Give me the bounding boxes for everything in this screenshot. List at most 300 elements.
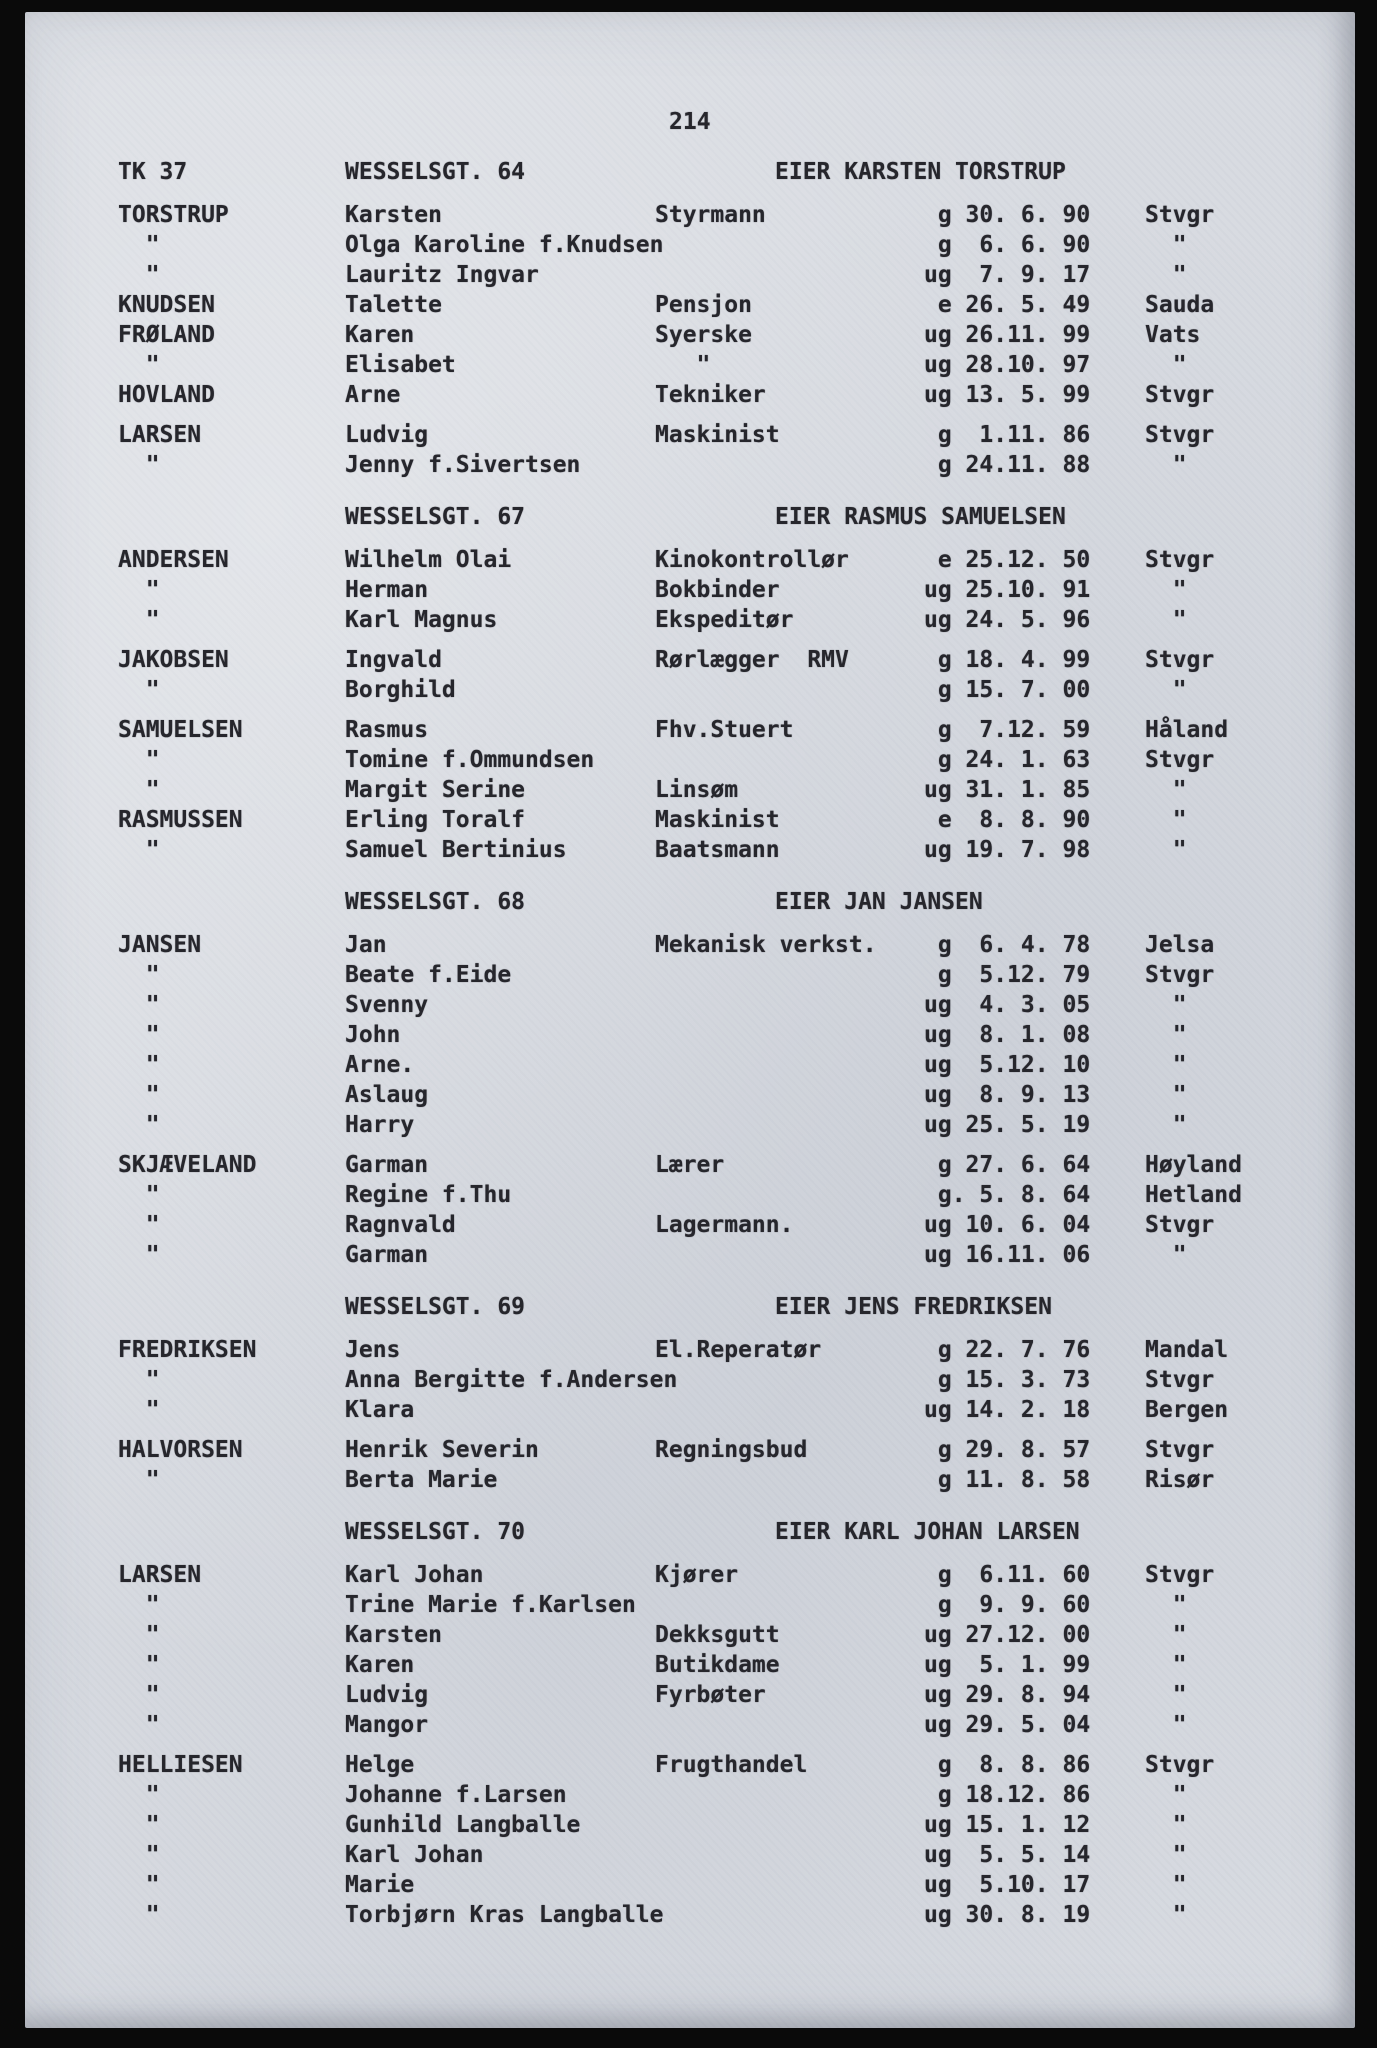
status-date-cell: g 6. 6. 90	[924, 232, 1091, 258]
register-row	[118, 775, 1355, 805]
occupation-cell	[655, 450, 924, 480]
status-date-cell: ug 5.10. 17	[924, 1872, 1091, 1898]
surname-cell: "	[118, 232, 160, 258]
surname-cell: "	[118, 352, 160, 378]
surname-cell: "	[118, 262, 160, 288]
given-name-cell: Talette	[345, 292, 442, 318]
status-date-cell: e 25.12. 50	[924, 547, 1091, 573]
birthplace-cell: "	[1145, 232, 1187, 258]
surname-cell: "	[118, 1052, 160, 1078]
occupation-cell	[655, 1710, 924, 1740]
given-name-cell: Samuel Bertinius	[345, 837, 567, 863]
surname-cell: "	[118, 577, 160, 603]
occupation-cell: Rørlægger RMV	[655, 647, 849, 673]
birthplace-cell: Stvgr	[1145, 382, 1215, 408]
birthplace-cell: Stvgr	[1145, 547, 1215, 573]
occupation-cell: Baatsmann	[655, 837, 780, 863]
block-label	[118, 887, 345, 917]
status-date-cell: ug 19. 7. 98	[924, 837, 1091, 863]
birthplace-cell: "	[1145, 1112, 1187, 1138]
occupation-cell	[655, 745, 924, 775]
occupation-cell: Frugthandel	[655, 1752, 808, 1778]
surname-cell: "	[118, 1467, 160, 1493]
section-header	[118, 1517, 1355, 1547]
register-row	[118, 575, 1355, 605]
given-name-cell: Ludvig	[345, 1682, 429, 1708]
surname-cell: "	[118, 1022, 160, 1048]
status-date-cell: ug 25.10. 91	[924, 577, 1091, 603]
register-row	[118, 1840, 1355, 1870]
register-row	[118, 745, 1355, 775]
register-row	[118, 715, 1355, 745]
occupation-cell: Fyrbøter	[655, 1682, 766, 1708]
occupation-cell	[655, 260, 924, 290]
status-date-cell: ug 8. 1. 08	[924, 1022, 1091, 1048]
surname-cell: "	[118, 1872, 160, 1898]
status-date-cell: g 18. 4. 99	[924, 647, 1091, 673]
surname-cell: "	[118, 452, 160, 478]
status-date-cell: ug 5.12. 10	[924, 1052, 1091, 1078]
given-name-cell: Regine f.Thu	[345, 1182, 512, 1208]
status-date-cell: ug 16.11. 06	[924, 1242, 1091, 1268]
birthplace-cell: "	[1145, 1872, 1187, 1898]
surname-cell: RASMUSSEN	[118, 807, 243, 833]
register-row	[118, 605, 1355, 635]
surname-cell: "	[118, 747, 160, 773]
status-date-cell: ug 25. 5. 19	[924, 1112, 1091, 1138]
given-name-cell: Trine Marie f.Karlsen	[345, 1592, 636, 1618]
status-date-cell: g 5.12. 79	[924, 962, 1091, 988]
register-row	[118, 1020, 1355, 1050]
status-date-cell: g 6. 4. 78	[924, 932, 1091, 958]
given-name-cell: Anna Bergitte f.Andersen	[345, 1367, 678, 1393]
given-name-cell: Klara	[345, 1397, 415, 1423]
register-row	[118, 420, 1355, 450]
block-label: TK 37	[118, 159, 188, 185]
given-name-cell: Borghild	[345, 677, 456, 703]
given-name-cell: Elisabet	[345, 352, 456, 378]
surname-cell: SKJÆVELAND	[118, 1152, 257, 1178]
section-header	[118, 502, 1355, 532]
surname-cell: "	[118, 962, 160, 988]
birthplace-cell: Stvgr	[1145, 422, 1215, 448]
birthplace-cell: "	[1145, 1712, 1187, 1738]
birthplace-cell: "	[1145, 1022, 1187, 1048]
surname-cell: FRØLAND	[118, 322, 215, 348]
register-row	[118, 1710, 1355, 1740]
given-name-cell: Arne.	[345, 1052, 415, 1078]
birthplace-cell: Risør	[1145, 1467, 1215, 1493]
surname-cell: HOVLAND	[118, 382, 215, 408]
given-name-cell: Karl Johan	[345, 1842, 484, 1868]
status-date-cell: ug 30. 8. 19	[924, 1902, 1091, 1928]
register-row	[118, 1050, 1355, 1080]
street-header: WESSELSGT. 68	[345, 889, 526, 915]
birthplace-cell: Håland	[1145, 717, 1229, 743]
birthplace-cell: Stvgr	[1145, 647, 1215, 673]
register-row	[118, 1900, 1355, 1930]
occupation-cell: Styrmann	[655, 202, 766, 228]
surname-cell: "	[118, 1842, 160, 1868]
birthplace-cell: "	[1145, 677, 1187, 703]
street-header: WESSELSGT. 64	[345, 159, 526, 185]
surname-cell: "	[118, 1592, 160, 1618]
surname-cell: "	[118, 1367, 160, 1393]
birthplace-cell: Stvgr	[1145, 1437, 1215, 1463]
occupation-cell	[655, 1465, 924, 1495]
register-row	[118, 200, 1355, 230]
given-name-cell: Ludvig	[345, 422, 429, 448]
status-date-cell: ug 5. 1. 99	[924, 1652, 1091, 1678]
register-row	[118, 960, 1355, 990]
birthplace-cell: "	[1145, 1052, 1187, 1078]
surname-cell: "	[118, 1902, 160, 1928]
register-row	[118, 230, 1355, 260]
occupation-cell: Maskinist	[655, 422, 780, 448]
register-row	[118, 380, 1355, 410]
given-name-cell: Erling Toralf	[345, 807, 526, 833]
birthplace-cell: "	[1145, 452, 1187, 478]
given-name-cell: Rasmus	[345, 717, 429, 743]
status-date-cell: g 6.11. 60	[924, 1562, 1091, 1588]
register-row	[118, 1780, 1355, 1810]
register-row	[118, 1335, 1355, 1365]
register-row	[118, 1110, 1355, 1140]
surname-cell: "	[118, 1812, 160, 1838]
register-row	[118, 835, 1355, 865]
birthplace-cell: Vats	[1145, 322, 1201, 348]
occupation-cell	[655, 960, 924, 990]
register-row	[118, 290, 1355, 320]
birthplace-cell: "	[1145, 1592, 1187, 1618]
occupation-cell: El.Reperatør	[655, 1337, 822, 1363]
given-name-cell: Karl Magnus	[345, 607, 498, 633]
given-name-cell: Karen	[345, 1652, 415, 1678]
occupation-cell	[655, 1110, 924, 1140]
surname-cell: "	[118, 1682, 160, 1708]
birthplace-cell: "	[1145, 352, 1187, 378]
status-date-cell: ug 4. 3. 05	[924, 992, 1091, 1018]
register-row	[118, 675, 1355, 705]
status-date-cell: g 24.11. 88	[924, 452, 1091, 478]
register-row	[118, 1590, 1355, 1620]
occupation-cell: Maskinist	[655, 807, 780, 833]
page-number: 214	[669, 109, 711, 135]
status-date-cell: g 27. 6. 64	[924, 1152, 1091, 1178]
occupation-cell	[655, 1020, 924, 1050]
birthplace-cell: "	[1145, 1842, 1187, 1868]
surname-cell: "	[118, 837, 160, 863]
occupation-cell	[655, 1900, 924, 1930]
owner-header: EIER JENS FREDRIKSEN	[775, 1294, 1052, 1320]
status-date-cell: e 26. 5. 49	[924, 292, 1091, 318]
birthplace-cell: "	[1145, 1082, 1187, 1108]
given-name-cell: Gunhild Langballe	[345, 1812, 581, 1838]
status-date-cell: ug 14. 2. 18	[924, 1397, 1091, 1423]
occupation-cell	[655, 1870, 924, 1900]
surname-cell: KNUDSEN	[118, 292, 215, 318]
surname-cell: LARSEN	[118, 422, 202, 448]
given-name-cell: Ingvald	[345, 647, 442, 673]
status-date-cell: ug 13. 5. 99	[924, 382, 1091, 408]
register-row	[118, 260, 1355, 290]
given-name-cell: Karsten	[345, 202, 442, 228]
register-row	[118, 1680, 1355, 1710]
surname-cell: "	[118, 1652, 160, 1678]
status-date-cell: ug 29. 8. 94	[924, 1682, 1091, 1708]
street-header: WESSELSGT. 70	[345, 1519, 526, 1545]
given-name-cell: Herman	[345, 577, 429, 603]
surname-cell: "	[118, 607, 160, 633]
status-date-cell: ug 29. 5. 04	[924, 1712, 1091, 1738]
surname-cell: "	[118, 1212, 160, 1238]
occupation-cell	[655, 1590, 924, 1620]
status-date-cell: ug 26.11. 99	[924, 322, 1091, 348]
birthplace-cell: Stvgr	[1145, 1212, 1215, 1238]
street-header: WESSELSGT. 69	[345, 1294, 526, 1320]
register-row	[118, 320, 1355, 350]
status-date-cell: g 22. 7. 76	[924, 1337, 1091, 1363]
register-content	[118, 157, 1355, 1930]
surname-cell: "	[118, 1782, 160, 1808]
birthplace-cell: Stvgr	[1145, 1562, 1215, 1588]
given-name-cell: John	[345, 1022, 401, 1048]
birthplace-cell: Sauda	[1145, 292, 1215, 318]
occupation-cell: Fhv.Stuert	[655, 717, 794, 743]
register-row	[118, 1560, 1355, 1590]
owner-header: EIER JAN JANSEN	[775, 889, 983, 915]
birthplace-cell: Stvgr	[1145, 962, 1215, 988]
status-date-cell: g 29. 8. 57	[924, 1437, 1091, 1463]
occupation-cell: Syerske	[655, 322, 752, 348]
register-row	[118, 1150, 1355, 1180]
birthplace-cell: "	[1145, 837, 1187, 863]
occupation-cell	[655, 1780, 924, 1810]
birthplace-cell: "	[1145, 992, 1187, 1018]
surname-cell: "	[118, 1242, 160, 1268]
status-date-cell: g 7.12. 59	[924, 717, 1091, 743]
occupation-cell: Kinokontrollør	[655, 547, 849, 573]
given-name-cell: Wilhelm Olai	[345, 547, 512, 573]
birthplace-cell: "	[1145, 577, 1187, 603]
owner-header: EIER KARSTEN TORSTRUP	[775, 159, 1066, 185]
surname-cell: TORSTRUP	[118, 202, 229, 228]
occupation-cell: Butikdame	[655, 1652, 780, 1678]
occupation-cell: Regningsbud	[655, 1437, 808, 1463]
occupation-cell: Dekksgutt	[655, 1622, 780, 1648]
birthplace-cell: Høyland	[1145, 1152, 1242, 1178]
birthplace-cell: "	[1145, 262, 1187, 288]
register-row	[118, 990, 1355, 1020]
birthplace-cell: "	[1145, 1652, 1187, 1678]
surname-cell: SAMUELSEN	[118, 717, 243, 743]
birthplace-cell: Stvgr	[1145, 1367, 1215, 1393]
surname-cell: "	[118, 992, 160, 1018]
register-row	[118, 1210, 1355, 1240]
register-row	[118, 1870, 1355, 1900]
register-row	[118, 1180, 1355, 1210]
birthplace-cell: "	[1145, 1622, 1187, 1648]
occupation-cell	[655, 990, 924, 1020]
block-label	[118, 502, 345, 532]
birthplace-cell: "	[1145, 1242, 1187, 1268]
birthplace-cell: Stvgr	[1145, 747, 1215, 773]
status-date-cell: g 18.12. 86	[924, 1782, 1091, 1808]
occupation-cell: Linsøm	[655, 777, 739, 803]
birthplace-cell: "	[1145, 1812, 1187, 1838]
surname-cell: HELLIESEN	[118, 1752, 243, 1778]
occupation-cell: Lagermann.	[655, 1212, 794, 1238]
given-name-cell: Garman	[345, 1242, 429, 1268]
given-name-cell: Jens	[345, 1337, 401, 1363]
occupation-cell	[655, 1365, 924, 1395]
status-date-cell: g 15. 7. 00	[924, 677, 1091, 703]
section-header	[118, 1292, 1355, 1322]
surname-cell: "	[118, 1712, 160, 1738]
surname-cell: FREDRIKSEN	[118, 1337, 257, 1363]
surname-cell: HALVORSEN	[118, 1437, 243, 1463]
status-date-cell: g 8. 8. 86	[924, 1752, 1091, 1778]
occupation-cell: Tekniker	[655, 382, 766, 408]
birthplace-cell: "	[1145, 777, 1187, 803]
given-name-cell: Beate f.Eide	[345, 962, 512, 988]
occupation-cell: Pensjon	[655, 292, 752, 318]
status-date-cell: g 1.11. 86	[924, 422, 1091, 448]
status-date-cell: ug 10. 6. 04	[924, 1212, 1091, 1238]
block-label	[118, 1517, 345, 1547]
surname-cell: "	[118, 677, 160, 703]
given-name-cell: Karl Johan	[345, 1562, 484, 1588]
surname-cell: "	[118, 1397, 160, 1423]
register-row	[118, 545, 1355, 575]
register-row	[118, 645, 1355, 675]
occupation-cell: Bokbinder	[655, 577, 780, 603]
given-name-cell: Karen	[345, 322, 415, 348]
register-row	[118, 1620, 1355, 1650]
surname-cell: JAKOBSEN	[118, 647, 229, 673]
register-row	[118, 1240, 1355, 1270]
status-date-cell: ug 27.12. 00	[924, 1622, 1091, 1648]
surname-cell: ANDERSEN	[118, 547, 229, 573]
occupation-cell	[655, 1080, 924, 1110]
register-row	[118, 1750, 1355, 1780]
surname-cell: "	[118, 777, 160, 803]
birthplace-cell: Hetland	[1145, 1182, 1242, 1208]
register-row	[118, 1650, 1355, 1680]
birthplace-cell: "	[1145, 1682, 1187, 1708]
birthplace-cell: "	[1145, 607, 1187, 633]
surname-cell: "	[118, 1112, 160, 1138]
status-date-cell: e 8. 8. 90	[924, 807, 1091, 833]
status-date-cell: ug 5. 5. 14	[924, 1842, 1091, 1868]
block-label	[118, 1292, 345, 1322]
status-date-cell: ug 8. 9. 13	[924, 1082, 1091, 1108]
occupation-cell	[655, 1810, 924, 1840]
surname-cell: "	[118, 1082, 160, 1108]
occupation-cell	[655, 1395, 924, 1425]
occupation-cell	[655, 1050, 924, 1080]
occupation-cell	[655, 675, 924, 705]
owner-header: EIER RASMUS SAMUELSEN	[775, 504, 1066, 530]
given-name-cell: Olga Karoline f.Knudsen	[345, 232, 664, 258]
given-name-cell: Jan	[345, 932, 387, 958]
status-date-cell: ug 7. 9. 17	[924, 262, 1091, 288]
status-date-cell: ug 15. 1. 12	[924, 1812, 1091, 1838]
birthplace-cell: Jelsa	[1145, 932, 1215, 958]
given-name-cell: Henrik Severin	[345, 1437, 539, 1463]
surname-cell: "	[118, 1182, 160, 1208]
birthplace-cell: Stvgr	[1145, 1752, 1215, 1778]
register-row	[118, 1810, 1355, 1840]
given-name-cell: Karsten	[345, 1622, 442, 1648]
birthplace-cell: Mandal	[1145, 1337, 1229, 1363]
section-header	[118, 887, 1355, 917]
register-row	[118, 1435, 1355, 1465]
status-date-cell: ug 24. 5. 96	[924, 607, 1091, 633]
status-date-cell: g 11. 8. 58	[924, 1467, 1091, 1493]
given-name-cell: Helge	[345, 1752, 415, 1778]
occupation-cell	[655, 1180, 924, 1210]
given-name-cell: Torbjørn Kras Langballe	[345, 1902, 664, 1928]
given-name-cell: Johanne f.Larsen	[345, 1782, 567, 1808]
given-name-cell: Harry	[345, 1112, 415, 1138]
given-name-cell: Arne	[345, 382, 401, 408]
register-row	[118, 1080, 1355, 1110]
given-name-cell: Garman	[345, 1152, 429, 1178]
register-row	[118, 1465, 1355, 1495]
status-date-cell: g 30. 6. 90	[924, 202, 1091, 228]
register-row	[118, 350, 1355, 380]
street-header: WESSELSGT. 67	[345, 504, 526, 530]
surname-cell: "	[118, 1622, 160, 1648]
status-date-cell: ug 31. 1. 85	[924, 777, 1091, 803]
occupation-cell	[655, 1840, 924, 1870]
occupation-cell: "	[655, 352, 711, 378]
surname-cell: JANSEN	[118, 932, 202, 958]
status-date-cell: g 24. 1. 63	[924, 747, 1091, 773]
occupation-cell: Ekspeditør	[655, 607, 794, 633]
surname-cell: LARSEN	[118, 1562, 202, 1588]
given-name-cell: Ragnvald	[345, 1212, 456, 1238]
given-name-cell: Berta Marie	[345, 1467, 498, 1493]
occupation-cell: Lærer	[655, 1152, 725, 1178]
register-row	[118, 450, 1355, 480]
given-name-cell: Mangor	[345, 1712, 429, 1738]
register-row	[118, 1365, 1355, 1395]
birthplace-cell: "	[1145, 1782, 1187, 1808]
scanned-register-page	[25, 12, 1355, 2028]
status-date-cell: g. 5. 8. 64	[924, 1182, 1091, 1208]
birthplace-cell: Bergen	[1145, 1397, 1229, 1423]
given-name-cell: Tomine f.Ommundsen	[345, 747, 595, 773]
given-name-cell: Lauritz Ingvar	[345, 262, 539, 288]
register-row	[118, 930, 1355, 960]
occupation-cell	[655, 230, 924, 260]
given-name-cell: Jenny f.Sivertsen	[345, 452, 581, 478]
birthplace-cell: Stvgr	[1145, 202, 1215, 228]
register-row	[118, 1395, 1355, 1425]
given-name-cell: Marie	[345, 1872, 415, 1898]
status-date-cell: g 9. 9. 60	[924, 1592, 1091, 1618]
occupation-cell: Kjører	[655, 1562, 739, 1588]
birthplace-cell: "	[1145, 807, 1187, 833]
owner-header: EIER KARL JOHAN LARSEN	[775, 1519, 1080, 1545]
register-row	[118, 805, 1355, 835]
given-name-cell: Svenny	[345, 992, 429, 1018]
given-name-cell: Margit Serine	[345, 777, 526, 803]
section-header	[118, 157, 1355, 187]
status-date-cell: ug 28.10. 97	[924, 352, 1091, 378]
